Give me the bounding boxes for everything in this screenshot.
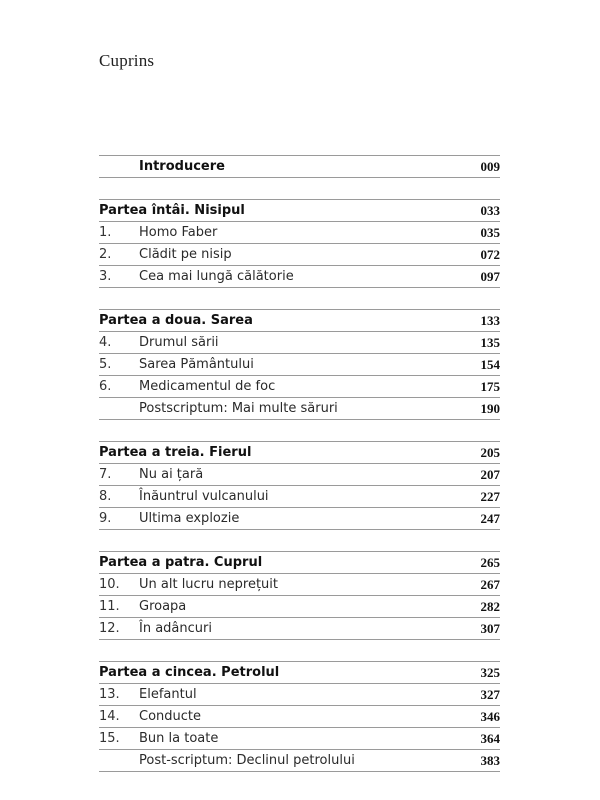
toc-intro-row[interactable] xyxy=(99,155,500,178)
toc-page-number: 267 xyxy=(480,577,500,592)
toc-chapter-title: Bun la toate xyxy=(139,731,219,746)
toc-chapter-row[interactable] xyxy=(99,486,500,508)
toc-chapter-number: 7. xyxy=(99,467,112,482)
toc-chapter-number: 13. xyxy=(99,687,120,702)
toc-chapter-row[interactable] xyxy=(99,244,500,266)
toc-page-number: 205 xyxy=(480,445,500,460)
toc-chapter-title: Nu ai țară xyxy=(139,467,204,482)
toc-chapter-row[interactable] xyxy=(99,464,500,486)
toc-chapter-title: Medicamentul de foc xyxy=(139,379,276,394)
toc-chapter-title: Un alt lucru neprețuit xyxy=(139,577,279,592)
toc-chapter-number: 8. xyxy=(99,489,112,504)
toc-chapter-row[interactable] xyxy=(99,376,500,398)
toc-part-row[interactable] xyxy=(99,200,500,222)
toc-chapter-number: 2. xyxy=(99,247,112,262)
toc-chapter-number: 3. xyxy=(99,269,112,284)
toc-page-number: 035 xyxy=(480,225,500,240)
toc-chapter-row[interactable] xyxy=(99,750,500,772)
toc-page-number: 307 xyxy=(480,621,500,636)
toc-chapter-row[interactable] xyxy=(99,266,500,288)
toc-chapter-number: 9. xyxy=(99,511,112,526)
toc-chapter-title: Conducte xyxy=(139,709,202,724)
table-of-contents xyxy=(99,155,500,772)
toc-page-number: 265 xyxy=(480,555,500,570)
toc-chapter-number: 14. xyxy=(99,709,120,724)
toc-chapter-title: Clădit pe nisip xyxy=(139,247,232,262)
toc-chapter-title: Homo Faber xyxy=(139,225,218,240)
toc-page-number: 383 xyxy=(480,753,500,768)
toc-section-gap xyxy=(99,178,500,200)
toc-chapter-row[interactable] xyxy=(99,618,500,640)
toc-chapter-title: În adâncuri xyxy=(139,621,212,636)
toc-chapter-row[interactable] xyxy=(99,398,500,420)
toc-page-number: 133 xyxy=(480,313,500,328)
toc-chapter-title: Cea mai lungă călătorie xyxy=(139,269,294,284)
toc-page-number: 247 xyxy=(480,511,500,526)
toc-chapter-row[interactable] xyxy=(99,354,500,376)
toc-page-number: 190 xyxy=(480,401,500,416)
toc-part-title: Partea a treia. Fierul xyxy=(99,445,252,460)
toc-page-number: 033 xyxy=(480,203,500,218)
toc-page-number: 207 xyxy=(480,467,500,482)
toc-page-number: 346 xyxy=(480,709,500,724)
toc-section-gap xyxy=(99,640,500,662)
toc-chapter-title: Drumul sării xyxy=(139,335,219,350)
toc-page-number: 135 xyxy=(480,335,500,350)
toc-chapter-number: 4. xyxy=(99,335,112,350)
toc-chapter-row[interactable] xyxy=(99,706,500,728)
toc-chapter-number: 6. xyxy=(99,379,112,394)
toc-page-number: 175 xyxy=(480,379,500,394)
page-title: Cuprins xyxy=(99,51,155,70)
toc-page-number: 282 xyxy=(480,599,500,614)
toc-chapter-row[interactable] xyxy=(99,574,500,596)
toc-chapter-number: 1. xyxy=(99,225,112,240)
toc-part-title: Partea a doua. Sarea xyxy=(99,313,253,328)
toc-section-gap xyxy=(99,530,500,552)
toc-part-row[interactable] xyxy=(99,442,500,464)
toc-part-row[interactable] xyxy=(99,662,500,684)
toc-chapter-title: Sarea Pământului xyxy=(139,357,254,372)
toc-chapter-number: 10. xyxy=(99,577,120,592)
toc-page-number: 325 xyxy=(480,665,500,680)
toc-chapter-title: Postscriptum: Mai multe săruri xyxy=(139,401,338,416)
toc-part-title: Partea a patra. Cuprul xyxy=(99,555,263,570)
toc-chapter-number: 5. xyxy=(99,357,112,372)
toc-chapter-row[interactable] xyxy=(99,222,500,244)
toc-section-gap xyxy=(99,420,500,442)
toc-page-number: 072 xyxy=(480,247,500,262)
toc-page-number: 227 xyxy=(480,489,500,504)
toc-chapter-title: Groapa xyxy=(139,599,187,614)
toc-chapter-row[interactable] xyxy=(99,508,500,530)
toc-page-number: 009 xyxy=(480,159,500,174)
toc-part-row[interactable] xyxy=(99,310,500,332)
toc-entry-title: Introducere xyxy=(139,159,225,174)
toc-part-title: Partea întâi. Nisipul xyxy=(99,203,245,218)
toc-chapter-row[interactable] xyxy=(99,332,500,354)
toc-chapter-title: Înăuntrul vulcanului xyxy=(139,489,269,504)
toc-page-number: 327 xyxy=(480,687,500,702)
toc-chapter-row[interactable] xyxy=(99,684,500,706)
toc-part-row[interactable] xyxy=(99,552,500,574)
toc-page-number: 097 xyxy=(480,269,500,284)
toc-chapter-title: Elefantul xyxy=(139,687,197,702)
toc-chapter-title: Post-scriptum: Declinul petrolului xyxy=(139,753,355,768)
toc-chapter-row[interactable] xyxy=(99,728,500,750)
toc-chapter-number: 11. xyxy=(99,599,120,614)
toc-chapter-number: 12. xyxy=(99,621,120,636)
toc-chapter-row[interactable] xyxy=(99,596,500,618)
toc-section-gap xyxy=(99,288,500,310)
toc-page-number: 364 xyxy=(480,731,500,746)
toc-chapter-number: 15. xyxy=(99,731,120,746)
toc-page-number: 154 xyxy=(480,357,500,372)
toc-chapter-title: Ultima explozie xyxy=(139,511,240,526)
toc-part-title: Partea a cincea. Petrolul xyxy=(99,665,280,680)
